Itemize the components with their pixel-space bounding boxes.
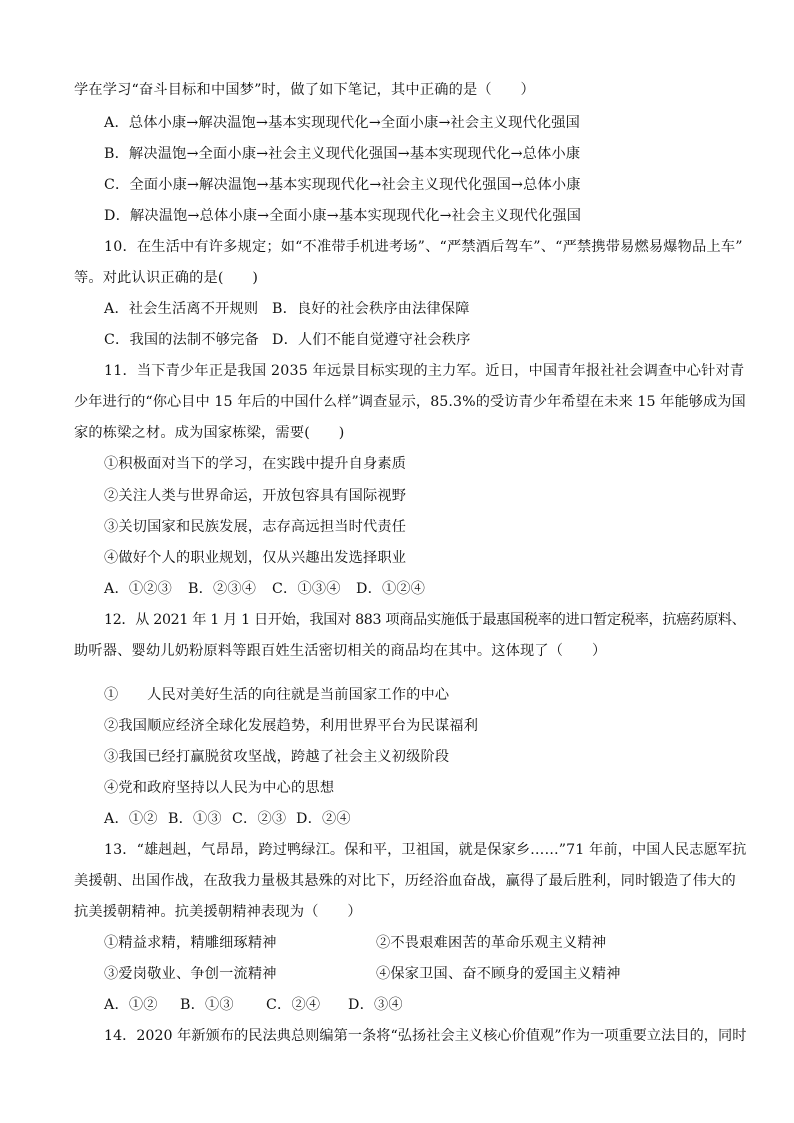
q10-option-d: D．人们不能自觉遵守社会秩序: [272, 332, 471, 348]
q13-item-1: ①精益求精，精雕细琢精神: [104, 935, 277, 951]
q12-choice-d: D．②④: [296, 811, 351, 827]
q12-choice-a: A．①②: [104, 811, 158, 827]
q12-stem-line-1: 12．从 2021 年 1 月 1 日开始，我国对 883 项商品实施低于最惠国税率的进口暂定税率，抗癌药原料、: [104, 612, 746, 628]
q10-stem-line-1: 10．在生活中有许多规定；如“不准带手机进考场”、“严禁酒后驾车”、“严禁携带易燃易爆物品上车”: [104, 239, 743, 255]
q9-option-a: A．总体小康→解决温饱→基本实现现代化→全面小康→社会主义现代化强国: [104, 115, 581, 131]
q13-stem-line-1: 13．“雄赳赳，气昂昂，跨过鸭绿江。保和平，卫祖国，就是保家乡……”71 年前，中国人民志愿军抗: [104, 842, 747, 858]
q11-stem-line-1: 11．当下青少年正是我国 2035 年远景目标实现的主力军。近日，中国青年报社社会调查中心针对青: [104, 363, 745, 379]
q10-option-a: A．社会生活离不开规则: [104, 301, 259, 317]
q13-choice-d: D．③④: [348, 997, 403, 1013]
q12-item-2: ②我国顺应经济全球化发展趋势，利用世界平台为民谋福利: [104, 718, 479, 734]
q10-option-row-1: [104, 299, 470, 319]
q10-option-b: B．良好的社会秩序由法律保障: [272, 301, 470, 317]
q13-choice-c: C．②④: [266, 997, 321, 1013]
q10-option-row-2: [104, 330, 471, 350]
q10-stem-line-2: 等。对此认识正确的是( ): [74, 270, 259, 286]
q13-choice-b: B．①③: [180, 997, 234, 1013]
q14-stem-line-1: 14．2020 年新颁布的民法典总则编第一条将“弘扬社会主义核心价值观”作为一项重要立法目的，同时: [104, 1028, 747, 1044]
q11-stem-line-2: 少年进行的“你心目中 15 年后的中国什么样”调查显示，85.3%的受访青少年希望在未来 15 年能够成为国: [74, 394, 746, 410]
q13-stem-line-3: 抗美援朝精神。抗美援朝精神表现为（ ）: [74, 904, 362, 920]
q13-choices: [104, 995, 403, 1015]
q13-item-3: ③爱岗敬业、争创一流精神: [104, 966, 277, 982]
q11-choice-a: A．①②③: [104, 581, 172, 597]
q12-item-1: ① 人民对美好生活的向往就是当前国家工作的中心: [104, 687, 450, 703]
q12-choice-b: B．①③: [168, 811, 222, 827]
q11-choices: [104, 579, 425, 599]
q9-option-d: D．解决温饱→总体小康→全面小康→基本实现现代化→社会主义现代化强国: [104, 208, 582, 224]
q11-item-1: ①积极面对当下的学习，在实践中提升自身素质: [104, 456, 407, 472]
q9-option-b: B．解决温饱→全面小康→社会主义现代化强国→基本实现现代化→总体小康: [104, 146, 581, 162]
q13-item-2: ②不畏艰难困苦的革命乐观主义精神: [376, 935, 607, 951]
q13-item-row-1: [104, 933, 606, 953]
q9-stem: 学在学习“奋斗目标和中国梦”时，做了如下笔记，其中正确的是（ ）: [74, 82, 535, 98]
q12-stem-line-2: 助听器、婴幼儿奶粉原料等跟百姓生活密切相关的商品均在其中。这体现了（ ）: [74, 643, 607, 659]
q12-choices: [104, 809, 351, 829]
q13-item-4: ④保家卫国、奋不顾身的爱国主义精神: [376, 966, 621, 982]
q11-choice-b: B．②③④: [188, 581, 257, 597]
q9-option-c: C．全面小康→解决温饱→基本实现现代化→社会主义现代化强国→总体小康: [104, 177, 581, 193]
q11-item-2: ②关注人类与世界命运，开放包容具有国际视野: [104, 488, 407, 504]
q13-choice-a: A．①②: [104, 997, 158, 1013]
q13-stem-line-2: 美援朝、出国作战，在敌我力量极其悬殊的对比下，历经浴血奋战，赢得了最后胜利，同时锻造了伟大的: [74, 873, 736, 889]
q11-choice-d: D．①②④: [356, 581, 426, 597]
q12-choice-c: C．②③: [232, 811, 287, 827]
q12-item-4: ④党和政府坚持以人民为中心的思想: [104, 780, 335, 796]
q11-choice-c: C．①③④: [272, 581, 341, 597]
q11-item-4: ④做好个人的职业规划，仅从兴趣出发选择职业: [104, 550, 407, 566]
q13-item-row-2: [104, 964, 621, 984]
q11-item-3: ③关切国家和民族发展，志存高远担当时代责任: [104, 519, 407, 535]
q12-item-3: ③我国已经打赢脱贫攻坚战，跨越了社会主义初级阶段: [104, 749, 450, 765]
q11-stem-line-3: 家的栋梁之材。成为国家栋梁，需要( ): [74, 425, 345, 441]
q10-option-c: C．我国的法制不够完备: [104, 332, 259, 348]
